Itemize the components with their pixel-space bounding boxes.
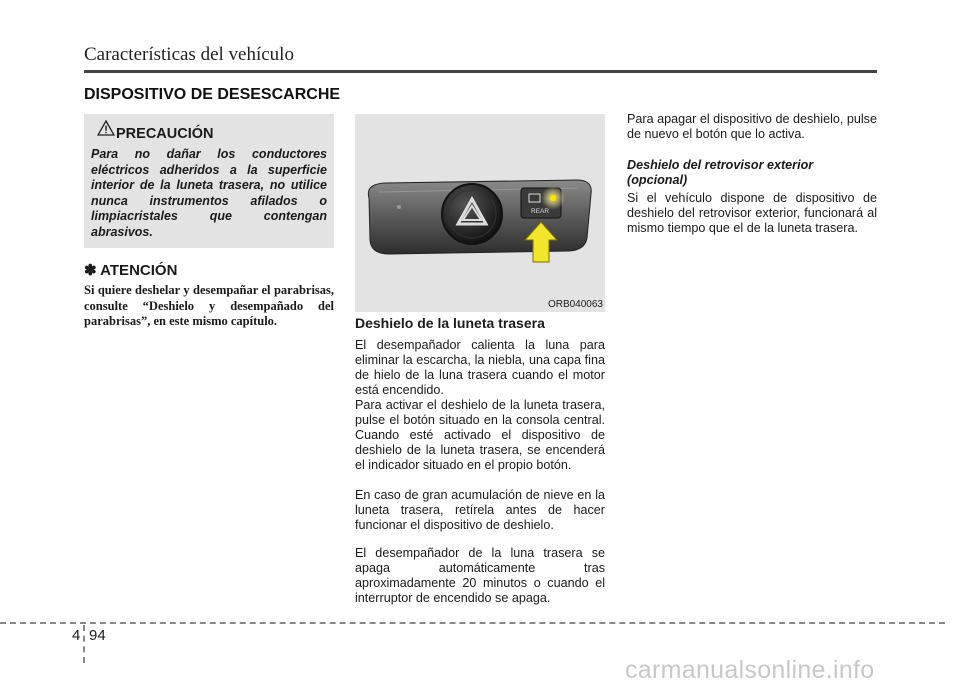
- atencion-title: ✽ ATENCIÓN: [84, 262, 178, 279]
- hazard-button: [442, 184, 502, 244]
- mirror-paragraph: Si el vehículo dispone de dispositivo de deshielo del retrovisor exterior, funcionará al mismo tiempo que el de la luneta trasera.: [627, 191, 877, 235]
- section-title: DISPOSITIVO DE DESESCARCHE: [84, 86, 341, 103]
- page-number: 94: [89, 627, 106, 644]
- caution-line: utilice nunca instrumentos afilados: [91, 178, 327, 208]
- turn-off-paragraph: Para apagar el dispositivo de deshielo, pulse de nuevo el botón que lo activa.: [627, 112, 877, 141]
- rear-paragraph-4: El desempañador de la luna trasera se apaga automáticamente tras aproximadamente 20 minutos o cuando el interruptor de encendido se apaga.: [355, 546, 605, 605]
- caution-line: eléctricos adheridos a la superficie: [91, 162, 327, 177]
- watermark: carmanualsonline.info: [625, 656, 875, 684]
- atencion-line: mismo capítulo.: [192, 314, 278, 329]
- chapter-number: 4: [72, 627, 81, 644]
- caution-line: Para no dañar los conductores: [91, 147, 327, 161]
- indicator-light: [550, 195, 557, 202]
- atencion-line: Si quiere deshelar y desempañar el: [84, 283, 271, 297]
- rear-paragraph-1: El desempañador calienta la luna para eliminar la escarcha, la niebla, una capa fina de hielo de la luna trasera cuando el motor está encendido.: [355, 338, 605, 397]
- atencion-line: parabrisas, consulte “Deshielo y: [84, 283, 335, 313]
- panel-dot: [397, 205, 401, 209]
- page-divider: [83, 625, 85, 663]
- caution-title: PRECAUCIÓN: [116, 126, 214, 142]
- caution-body: [91, 147, 327, 240]
- footer-rule: [0, 622, 945, 624]
- mirror-heading-line-1: Deshielo del retrovisor exterior: [627, 158, 814, 172]
- caution-line: interior de la luneta trasera, no: [91, 178, 286, 192]
- caution-line: o limpiacristales que contengan: [91, 193, 327, 223]
- mirror-heading-line-2: (opcional): [627, 173, 688, 187]
- warning-triangle-icon: [97, 120, 115, 136]
- figure-code: ORB040063: [547, 299, 603, 310]
- rear-paragraph-2: Para activar el deshielo de la luneta trasera, pulse el botón situado en la consola central. Cuando esté activado el dispositivo de deshielo de la luneta trasera, se encenderá el indicador situado en el propio botón.: [355, 398, 605, 472]
- header-rule: [84, 70, 877, 73]
- console-illustration: [355, 114, 605, 312]
- caution-line: abrasivos.: [91, 224, 153, 239]
- figure-defroster-button: [355, 114, 605, 312]
- rear-button-label: REAR: [531, 208, 550, 215]
- rear-paragraph-3: En caso de gran acumulación de nieve en la luneta trasera, retírela antes de hacer funcionar el dispositivo de deshielo.: [355, 488, 605, 532]
- caution-box: [84, 114, 334, 248]
- header-title: Características del vehículo: [84, 44, 294, 65]
- atencion-line: desempañado del parabrisas”, en este: [84, 298, 335, 329]
- atencion-body: [84, 283, 334, 330]
- rear-defrost-heading: Deshielo de la luneta trasera: [355, 315, 545, 331]
